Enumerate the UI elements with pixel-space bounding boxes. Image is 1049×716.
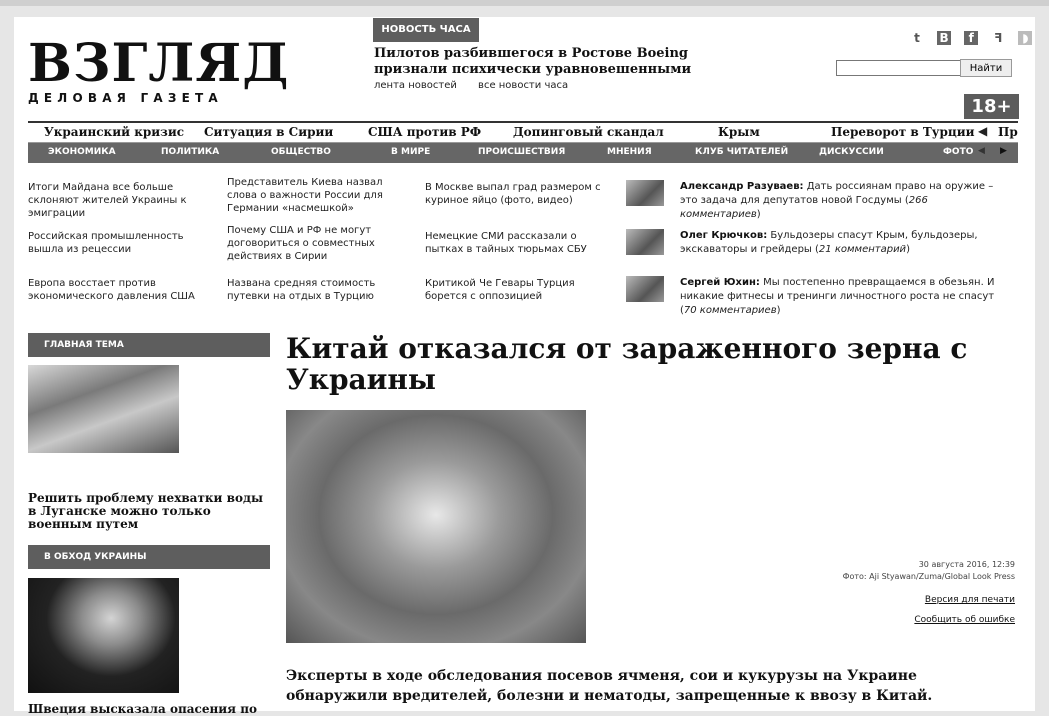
opinion-comments[interactable]: 21 комментарий <box>818 244 907 255</box>
author-avatar[interactable] <box>626 229 664 255</box>
opinion-item[interactable]: Сергей Юхин: Мы постепенно превращаемся в обезьян. И никакие фитнесы и тренинги личностного роста не спасут (70 комментариев) <box>680 277 995 316</box>
news-item[interactable]: Почему США и РФ не могут договориться о совместных действиях в Сирии <box>227 225 375 262</box>
news-item[interactable]: Итоги Майдана все больше склоняют жителей Украины к эмиграции <box>28 182 187 219</box>
news-item[interactable]: Критикой Че Гевары Турция борется с оппозицией <box>425 278 575 302</box>
vk-icon[interactable]: В <box>937 31 951 45</box>
author-avatar[interactable] <box>626 180 664 206</box>
opinion-text: Мы постепенно превращаемся в обезьян. И никакие фитнесы и тренинги личностного роста не спасут <box>680 277 995 302</box>
opinion-text: Дать россиянам право на оружие – это задача для депутатов новой Госдумы <box>680 181 994 206</box>
nav-topic-turkey[interactable]: Переворот в Турции <box>831 125 975 139</box>
sections-prev-arrow-icon[interactable]: ◀ <box>978 146 985 156</box>
article-title: Китай отказался от зараженного зерна с Украины <box>286 332 968 396</box>
age-rating-badge: 18+ <box>964 94 1019 119</box>
nav-section-discussions[interactable]: ДИСКУССИИ <box>819 147 884 157</box>
nav-section-photo[interactable]: ФОТО <box>943 147 974 157</box>
news-item[interactable]: Представитель Киева назвал слова о важности России для Германии «насмешкой» <box>227 177 383 214</box>
bypass-ukraine-photo[interactable] <box>28 578 179 693</box>
nav-topic-syria[interactable]: Ситуация в Сирии <box>204 125 334 139</box>
nav-topic-more[interactable]: Пр <box>998 125 1018 139</box>
nav-section-world[interactable]: В МИРЕ <box>391 147 431 157</box>
browser-top-strip <box>0 0 1049 6</box>
logo-title: ВЗГЛЯД <box>28 33 290 94</box>
main-topic-photo[interactable] <box>28 365 179 453</box>
logo-subtitle: ДЕЛОВАЯ ГАЗЕТА <box>28 91 223 105</box>
topics-nav <box>28 121 1018 143</box>
nav-section-politics[interactable]: ПОЛИТИКА <box>161 147 220 157</box>
all-hour-news-link[interactable]: все новости часа <box>478 80 569 91</box>
hour-news-links <box>374 80 586 91</box>
opinion-comments[interactable]: 266 комментариев <box>680 195 928 220</box>
nav-topic-doping[interactable]: Допинговый скандал <box>513 125 664 139</box>
article-lead: Эксперты в ходе обследования посевов ячменя, сои и кукурузы на Украине обнаружили вредителей, болезни и нематоды, запрещенные к ввозу в Китай. <box>286 668 933 704</box>
search-input[interactable] <box>836 60 962 76</box>
report-error-link[interactable]: Сообщить об ошибке <box>914 615 1015 625</box>
rss-icon[interactable]: ◗ <box>1018 31 1032 45</box>
twitter-icon[interactable]: t <box>914 31 920 45</box>
nav-topic-usa[interactable]: США против РФ <box>368 125 482 139</box>
hour-news-tag: НОВОСТЬ ЧАСА <box>373 18 479 42</box>
odnoklassniki-icon[interactable]: ꟻ <box>994 31 1003 45</box>
opinion-item[interactable]: Олег Крючков: Бульдозеры спасут Крым, бульдозеры, экскаваторы и грейдеры (21 комментарий) <box>680 230 978 255</box>
hour-news-title[interactable]: Пилотов разбившегося в Ростове Boeing признали психически уравновешенными <box>374 46 692 77</box>
opinion-comments[interactable]: 70 комментариев <box>683 305 777 316</box>
nav-topic-crimea[interactable]: Крым <box>718 125 760 139</box>
nav-topic-ukraine[interactable]: Украинский кризис <box>44 125 185 139</box>
news-item[interactable]: Немецкие СМИ рассказали о пытках в тайных тюрьмах СБУ <box>425 231 587 255</box>
author-avatar[interactable] <box>626 276 664 302</box>
nav-section-opinions[interactable]: МНЕНИЯ <box>607 147 652 157</box>
opinion-author: Александр Разуваев: <box>680 181 804 192</box>
nav-prev-arrow-icon[interactable]: ◀ <box>978 124 988 138</box>
facebook-icon[interactable]: f <box>964 31 978 45</box>
news-item[interactable]: Названа средняя стоимость путевки на отдых в Турцию <box>227 278 376 302</box>
article-photo-credit: Фото: Aji Styawan/Zuma/Global Look Press <box>842 572 1015 581</box>
news-item[interactable]: Европа восстает против экономического давления США <box>28 278 195 302</box>
nav-section-society[interactable]: ОБЩЕСТВО <box>271 147 331 157</box>
nav-section-economy[interactable]: ЭКОНОМИКА <box>48 147 116 157</box>
page <box>14 17 1035 716</box>
article-date: 30 августа 2016, 12:39 <box>918 560 1015 569</box>
article-photo <box>286 410 586 643</box>
bypass-ukraine-title[interactable]: Швеция высказала опасения по <box>28 702 257 716</box>
sections-nav <box>28 143 1018 163</box>
main-topic-title[interactable]: Решить проблему нехватки воды в Луганске можно только военным путем <box>28 491 264 531</box>
nav-section-incidents[interactable]: ПРОИСШЕСТВИЯ <box>478 147 566 157</box>
print-version-link[interactable]: Версия для печати <box>924 595 1015 605</box>
opinion-author: Олег Крючков: <box>680 230 768 241</box>
opinion-text: Бульдозеры спасут Крым, бульдозеры, экскаваторы и грейдеры <box>680 230 978 255</box>
news-item[interactable]: Российская промышленность вышла из рецессии <box>28 231 184 255</box>
news-feed-link[interactable]: лента новостей <box>374 80 457 91</box>
sections-next-arrow-icon[interactable]: ▶ <box>1000 146 1007 156</box>
opinion-item[interactable]: Александр Разуваев: Дать россиянам право на оружие – это задача для депутатов новой Госдумы (266 комментариев) <box>680 181 994 220</box>
bypass-ukraine-header[interactable]: В ОБХОД УКРАИНЫ <box>28 545 270 569</box>
site-logo[interactable] <box>28 33 290 105</box>
social-icons <box>902 27 1032 46</box>
nav-section-readers-club[interactable]: КЛУБ ЧИТАТЕЛЕЙ <box>695 147 789 157</box>
main-topic-header[interactable]: ГЛАВНАЯ ТЕМА <box>28 333 270 357</box>
news-item[interactable]: В Москве выпал град размером с куриное яйцо (фото, видео) <box>425 182 601 206</box>
search-button[interactable]: Найти <box>960 59 1012 77</box>
opinion-author: Сергей Юхин: <box>680 277 760 288</box>
